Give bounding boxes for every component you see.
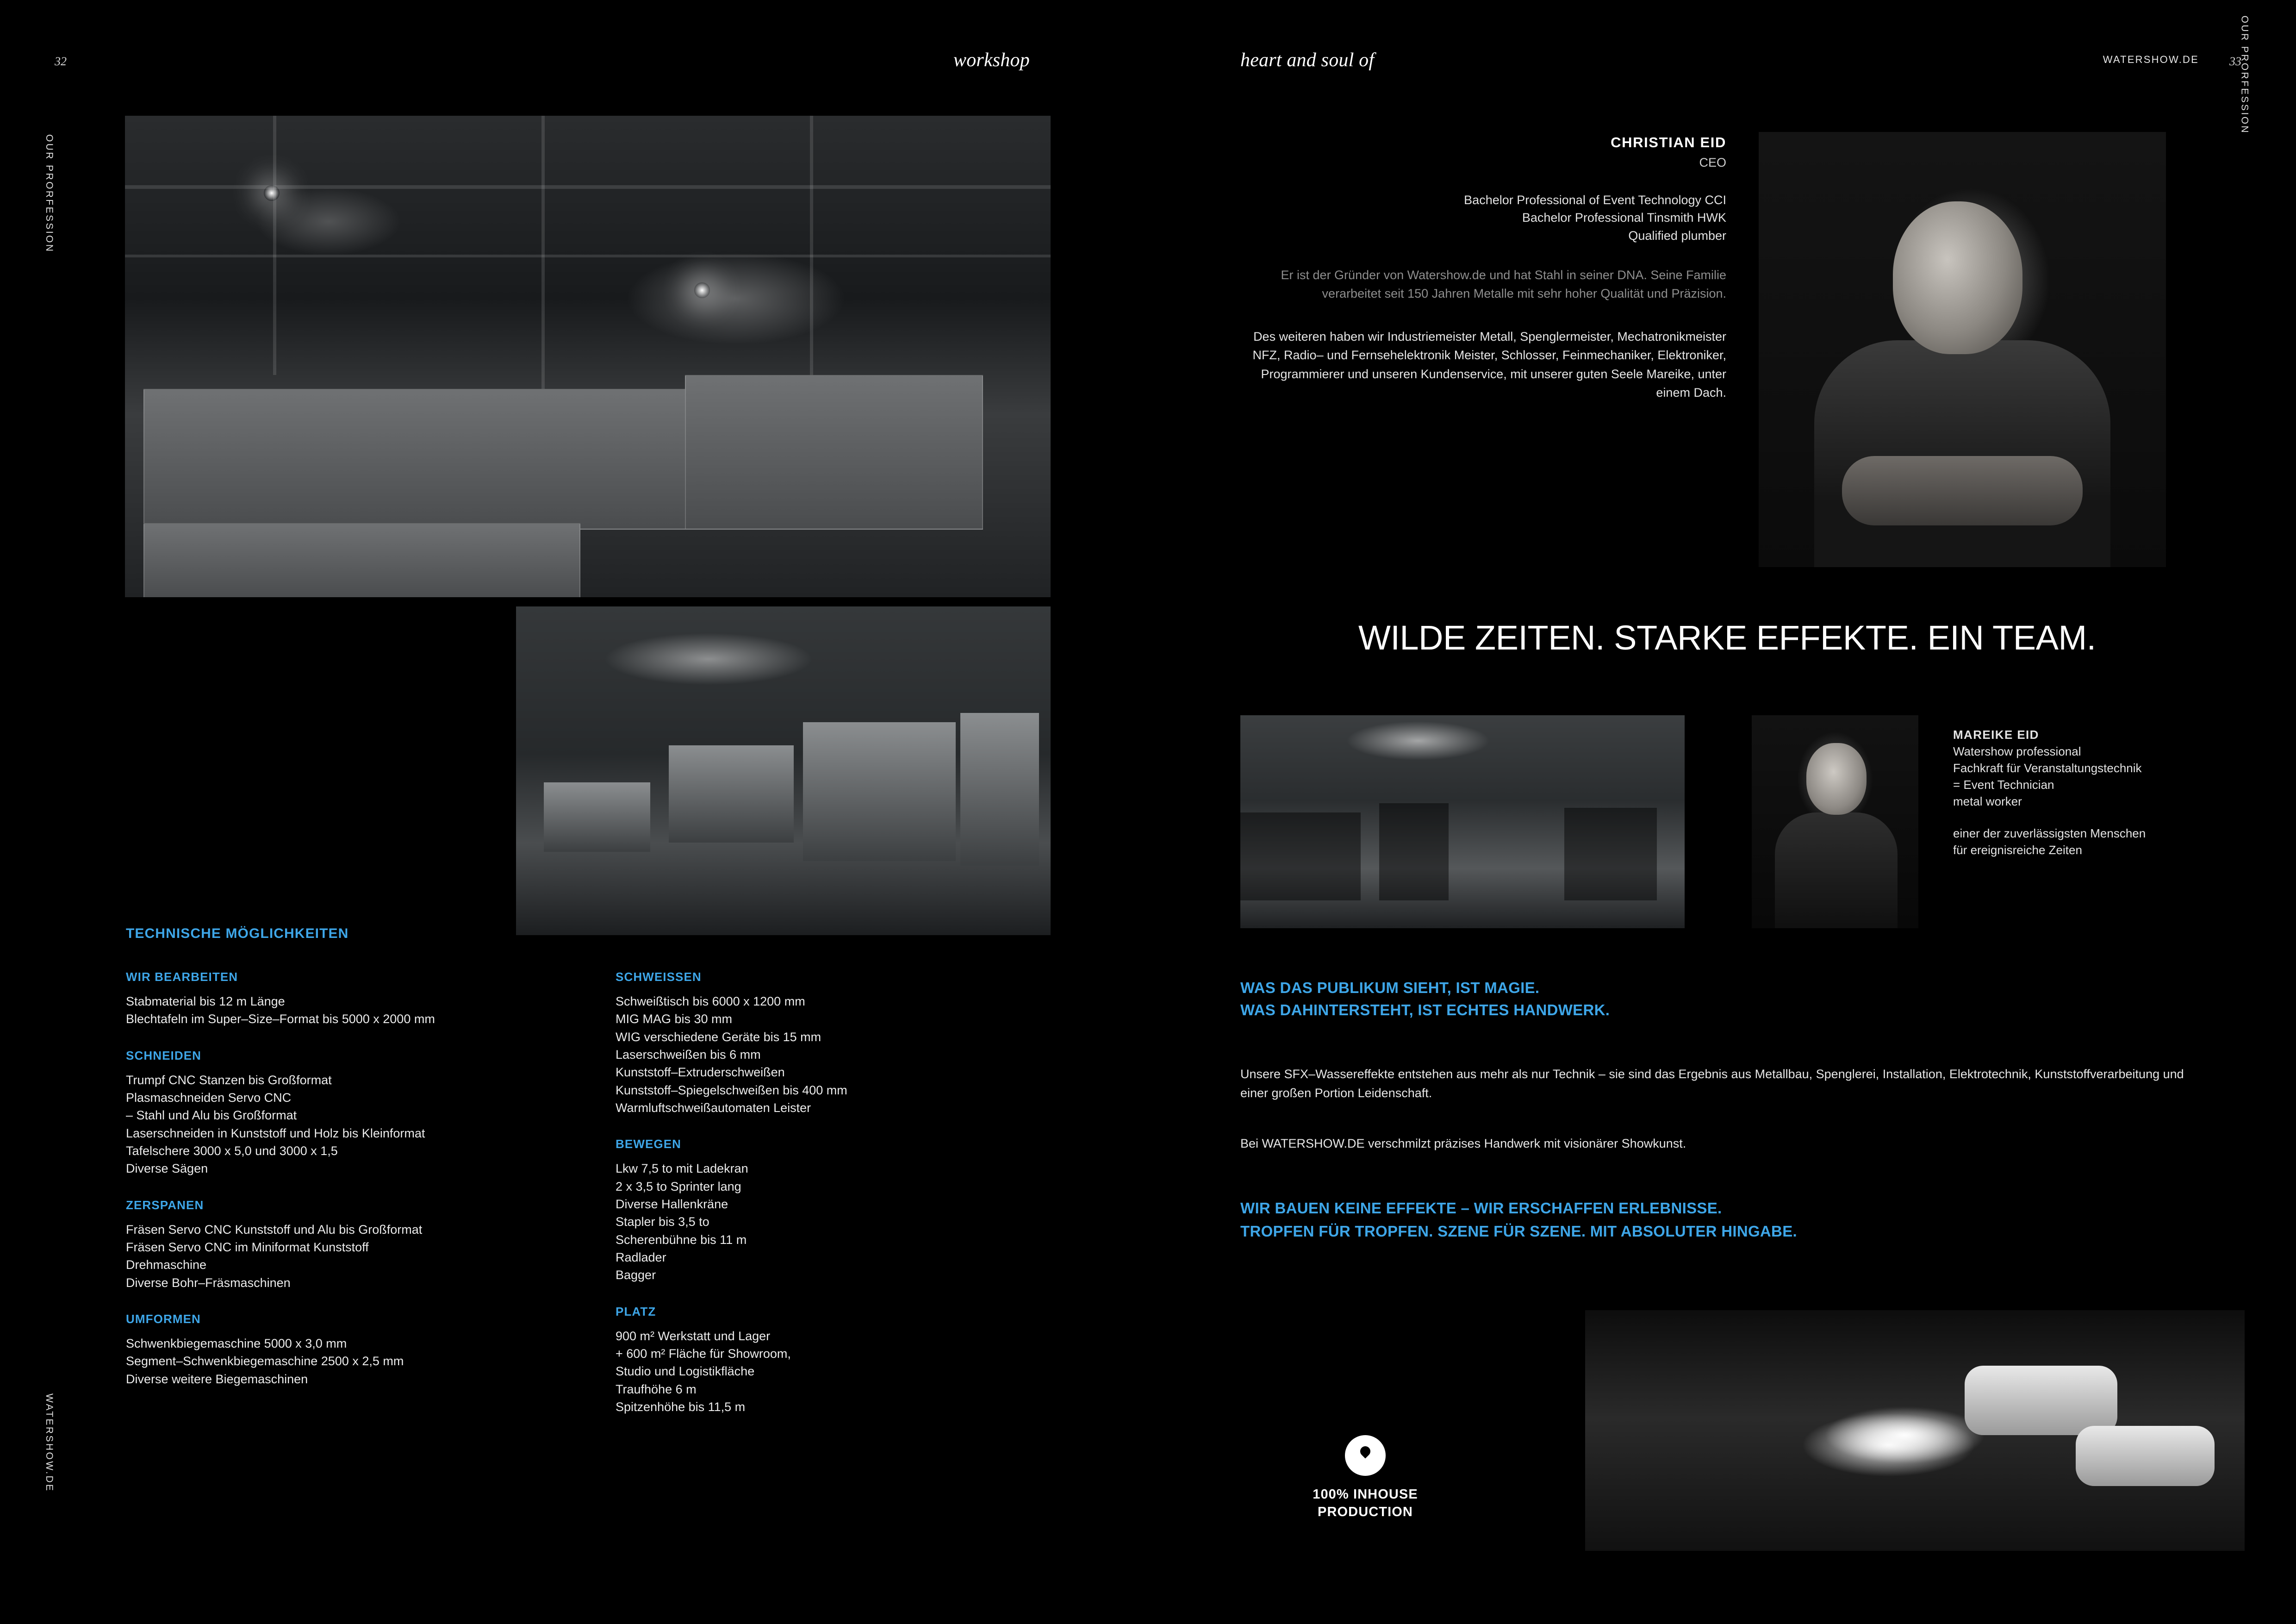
technical-group-items <box>616 1327 1078 1416</box>
technical-item: Segment–Schwenkbiegemaschine 2500 x 2,5 mm <box>126 1354 404 1368</box>
mareike-info-block <box>1953 727 2194 859</box>
technical-item: – Stahl und Alu bis Großformat <box>126 1108 297 1123</box>
ceo-role: CEO <box>1699 156 1726 169</box>
technical-item: Diverse weitere Biegemaschinen <box>126 1372 308 1386</box>
technical-item: Radlader <box>616 1250 666 1264</box>
header-italic-workshop: workshop <box>953 50 1030 71</box>
technical-group <box>616 1305 1078 1416</box>
technical-column-left <box>126 970 589 1408</box>
ceo-qualification: Qualified plumber <box>1628 228 1726 243</box>
technical-item: Blechtafeln im Super–Size–Format bis 5000 x 2000 mm <box>126 1012 435 1026</box>
technical-group-heading: SCHNEIDEN <box>126 1048 202 1062</box>
technical-group <box>126 1198 589 1292</box>
technical-group-items <box>616 1160 1078 1284</box>
mareike-line: = Event Technician <box>1953 777 2054 792</box>
paragraph-sfx-wassereffekte: Unsere SFX–Wassereffekte entstehen aus mehr als nur Technik – sie sind das Ergebnis aus Metallbau, Spenglerei, Installation, Elektrotechnik, Kunststoffverarbeitung und einer großen Portion Leidenschaft. <box>1240 1067 2184 1100</box>
technical-group-heading: ZERSPANEN <box>126 1198 204 1212</box>
technical-group <box>616 970 1078 1117</box>
technical-group <box>616 1137 1078 1284</box>
technical-group <box>126 970 589 1028</box>
statement-line: WAS DAHINTERSTEHT, IST ECHTES HANDWERK. <box>1240 1001 1610 1019</box>
technical-item: Laserschweißen bis 6 mm <box>616 1047 761 1062</box>
technical-group-heading: PLATZ <box>616 1304 656 1318</box>
side-label-our-profession-right: OUR PRORFESSION <box>2239 15 2250 134</box>
photo-welding-hands <box>1585 1310 2245 1551</box>
technical-item: Stabmaterial bis 12 m Länge <box>126 994 285 1008</box>
technical-item: Lkw 7,5 to mit Ladekran <box>616 1162 748 1176</box>
technical-item: Plasmaschneiden Servo CNC <box>126 1090 292 1105</box>
technical-item: Diverse Sägen <box>126 1162 208 1176</box>
ceo-qualification: Bachelor Professional Tinsmith HWK <box>1522 211 1726 225</box>
photo-portrait-mareike-eid <box>1752 715 1918 928</box>
photo-machine-hall <box>516 606 1051 935</box>
technical-item: Trumpf CNC Stanzen bis Großformat <box>126 1073 332 1087</box>
location-pin-icon <box>1345 1435 1386 1476</box>
technical-item: Fräsen Servo CNC im Miniformat Kunststoff <box>126 1240 369 1254</box>
side-label-our-profession-left: OUR PRORFESSION <box>44 134 55 253</box>
inhouse-production-badge <box>1277 1435 1453 1521</box>
ceo-paragraph-team: Des weiteren haben wir Industriemeister Metall, Spenglermeister, Mechatronikmeister NFZ, Radio– und Fernsehelektronik Meister, Schlosser, Feinmechaniker, Elektroniker, Programmierer und unseren Kundenservice, mit unserer guten Seele Mareike, unter einem Dach. <box>1252 329 1726 400</box>
photo-warehouse-interior <box>125 116 1051 597</box>
technical-item: Studio und Logistikfläche <box>616 1364 755 1379</box>
technical-item: Traufhöhe 6 m <box>616 1382 697 1396</box>
technical-group-heading: UMFORMEN <box>126 1312 201 1326</box>
technical-item: Fräsen Servo CNC Kunststoff und Alu bis Großformat <box>126 1222 423 1237</box>
technical-group-heading: WIR BEARBEITEN <box>126 970 238 984</box>
technical-item: WIG verschiedene Geräte bis 15 mm <box>616 1030 821 1044</box>
technical-group <box>126 1312 589 1388</box>
technical-item: Kunststoff–Spiegelschweißen bis 400 mm <box>616 1083 847 1097</box>
mareike-name: MAREIKE EID <box>1953 728 2039 742</box>
mareike-line: Fachkraft für Veranstaltungstechnik <box>1953 761 2142 775</box>
technical-item: Stapler bis 3,5 to <box>616 1215 709 1229</box>
technical-item: MIG MAG bis 30 mm <box>616 1012 733 1026</box>
inhouse-label-line-2: PRODUCTION <box>1318 1504 1413 1519</box>
mareike-line: einer der zuverlässigsten Menschen <box>1953 826 2146 841</box>
mareike-line: Watershow professional <box>1953 744 2081 758</box>
technical-group-items <box>126 1221 589 1292</box>
technical-item: Scherenbühne bis 11 m <box>616 1232 747 1247</box>
statement-magie-handwerk <box>1240 977 1610 1021</box>
technical-item: Diverse Hallenkräne <box>616 1197 728 1211</box>
statement-line: WAS DAS PUBLIKUM SIEHT, IST MAGIE. <box>1240 979 1540 996</box>
technical-group-items <box>126 1071 589 1178</box>
technical-item: 2 x 3,5 to Sprinter lang <box>616 1179 741 1193</box>
side-label-watershow-de: WATERSHOW.DE <box>44 1393 55 1493</box>
statement-line: TROPFEN FÜR TROPFEN. SZENE FÜR SZENE. MIT ABSOLUTER HINGABE. <box>1240 1222 1797 1240</box>
technical-item: Drehmaschine <box>126 1258 207 1272</box>
technical-item: Schweißtisch bis 6000 x 1200 mm <box>616 994 805 1008</box>
technical-item: Schwenkbiegemaschine 5000 x 3,0 mm <box>126 1336 347 1350</box>
paragraph-watershow-handwerk: Bei WATERSHOW.DE verschmilzt präzises Handwerk mit visionärer Showkunst. <box>1240 1137 1686 1150</box>
technical-column-right <box>616 970 1078 1436</box>
photo-portrait-christian-eid <box>1759 132 2166 567</box>
spacer <box>1953 810 2194 825</box>
statement-erlebnisse <box>1240 1197 1797 1243</box>
mareike-line: metal worker <box>1953 794 2022 808</box>
ceo-paragraph-founder: Er ist der Gründer von Watershow.de und hat Stahl in seiner DNA. Seine Familie verarbeitet seit 150 Jahren Metalle mit sehr hoher Qualität und Präzision. <box>1281 268 1726 301</box>
technical-item: 900 m² Werkstatt und Lager <box>616 1329 771 1343</box>
header-website-url: WATERSHOW.DE <box>2103 54 2199 65</box>
technical-group-heading: SCHWEISSEN <box>616 970 702 984</box>
headline-wilde-zeiten: WILDE ZEITEN. STARKE EFFEKTE. EIN TEAM. <box>1358 618 2096 657</box>
ceo-qualifications <box>1240 191 1726 244</box>
technical-item: Warmluftschweißautomaten Leister <box>616 1100 811 1115</box>
technical-group-items <box>126 993 589 1028</box>
technical-group <box>126 1049 589 1178</box>
ceo-info-block <box>1240 134 1726 402</box>
technical-group-heading: BEWEGEN <box>616 1137 682 1151</box>
technical-item: Spitzenhöhe bis 11,5 m <box>616 1399 746 1414</box>
technical-item: Tafelschere 3000 x 5,0 und 3000 x 1,5 <box>126 1143 338 1158</box>
page-number-left: 32 <box>55 55 67 68</box>
page-number-right: 33 <box>2229 55 2241 68</box>
mareike-line: für ereignisreiche Zeiten <box>1953 843 2082 857</box>
ceo-qualification: Bachelor Professional of Event Technology CCI <box>1464 193 1726 207</box>
photo-workshop-wide <box>1240 715 1685 928</box>
technical-section-title: TECHNISCHE MÖGLICHKEITEN <box>126 926 349 941</box>
technical-item: Diverse Bohr–Fräsmaschinen <box>126 1275 291 1290</box>
technical-group-items <box>616 993 1078 1117</box>
statement-line: WIR BAUEN KEINE EFFEKTE – WIR ERSCHAFFEN ERLEBNISSE. <box>1240 1199 1722 1217</box>
technical-item: Bagger <box>616 1268 656 1282</box>
header-italic-heart-and-soul: heart and soul of <box>1240 50 1375 71</box>
ceo-name: CHRISTIAN EID <box>1611 134 1726 150</box>
technical-group-items <box>126 1335 589 1388</box>
technical-item: Kunststoff–Extruderschweißen <box>616 1065 785 1080</box>
technical-item: + 600 m² Fläche für Showroom, <box>616 1346 791 1361</box>
technical-item: Laserschneiden in Kunststoff und Holz bis Kleinformat <box>126 1126 425 1140</box>
inhouse-label-line-1: 100% INHOUSE <box>1313 1487 1418 1502</box>
